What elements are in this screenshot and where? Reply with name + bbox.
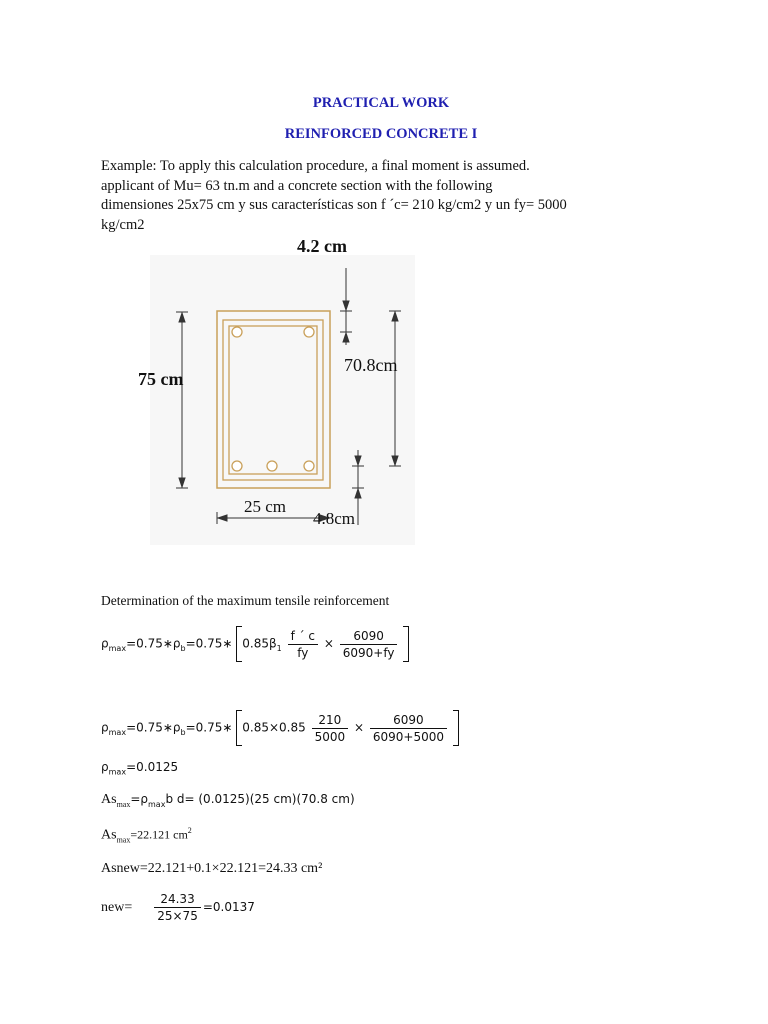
equation-as-new: Asnew=22.121+0.1×22.121=24.33 cm² — [101, 861, 323, 876]
equation-rho-max-general: $\rho_{max}=0.75∗\rho_b=0.75∗$ $0.85\beta_1$ $\frac{f ´ c}{fy}$ × $\frac{6090}{6090+fy}$ — [101, 626, 409, 662]
rebar — [304, 461, 314, 471]
page-title: PRACTICAL WORK — [312, 95, 450, 111]
bracket-right — [453, 710, 459, 746]
rebar — [304, 327, 314, 337]
intro-line: dimensiones 25x75 cm y sus características son f ´c= 210 kg/cm2 y un fy= 5000 — [101, 197, 567, 213]
rebar — [232, 461, 242, 471]
top-cover-dimension — [340, 268, 352, 345]
effective-depth-dimension — [389, 311, 401, 466]
bottom-cover-label: 4.8cm — [313, 509, 356, 528]
rebar — [267, 461, 277, 471]
equation-rho-max-result: $\rho_{max}=0.0125$ — [101, 760, 179, 777]
fraction: $\frac{6090}{6090+fy}$ — [340, 629, 398, 660]
equation-rho-new: new= $\frac{24.33}{25\times 75}$ =0.0137 — [101, 892, 255, 923]
height-dimension — [176, 312, 188, 488]
equation-as-max: $As_{max}=\rho_{max}b$ d= (0.0125)(25 cm)(70.8 cm) — [101, 792, 355, 809]
bracket-right — [403, 626, 409, 662]
fraction: $\frac{24.33}{25\times 75}$ — [154, 892, 201, 923]
width-label: 25 cm — [244, 497, 287, 516]
stirrup-inner — [229, 326, 317, 474]
intro-line: applicant of Mu= 63 tn.m and a concrete section with the following — [101, 177, 493, 194]
stirrup-outer — [223, 320, 323, 480]
equation-rho-max-substituted: $\rho_{max}=0.75∗\rho_b=0.75∗$ 0.85×0.85 $\frac{210}{5000}$ × $\frac{6090}{6090+5000}$ — [101, 710, 459, 746]
top-cover-label: 4.2 cm — [297, 236, 347, 256]
rebar — [232, 327, 242, 337]
fraction: $\frac{6090}{6090+5000}$ — [370, 713, 447, 744]
equation-as-max-result: $As_{max}=22.121$ $cm^2$ — [101, 826, 192, 845]
intro-line: Example: To apply this calculation procedure, a final moment is assumed. — [101, 158, 530, 174]
effective-depth-label: 70.8cm — [344, 355, 398, 375]
height-label: 75 cm — [138, 369, 184, 389]
fraction: $\frac{210}{5000}$ — [312, 713, 349, 744]
page-subtitle: REINFORCED CONCRETE I — [284, 126, 478, 142]
section-heading: Determination of the maximum tensile reinforcement — [101, 593, 390, 608]
intro-line: kg/cm2 — [101, 216, 145, 233]
fraction: $\frac{f ´ c}{fy}$ — [288, 629, 318, 660]
